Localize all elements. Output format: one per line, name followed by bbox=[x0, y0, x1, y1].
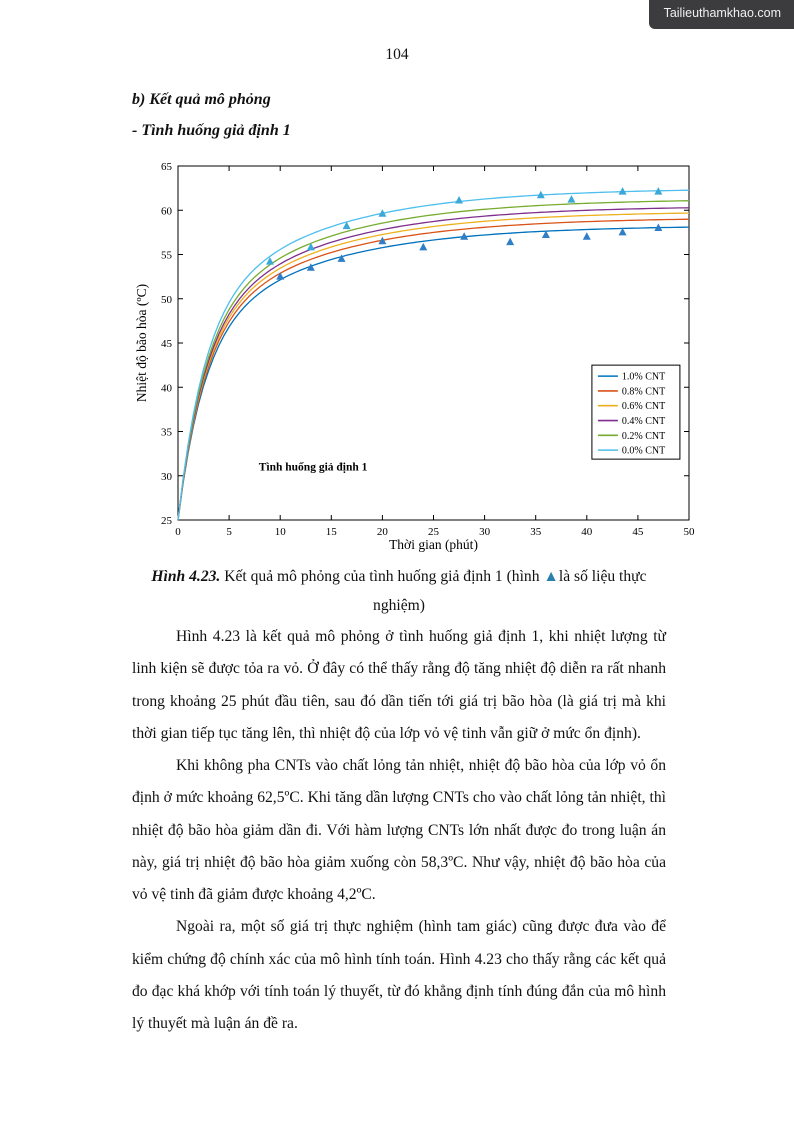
svg-text:0.2% CNT: 0.2% CNT bbox=[621, 431, 666, 443]
svg-text:0.6% CNT: 0.6% CNT bbox=[621, 401, 666, 413]
svg-text:50: 50 bbox=[683, 526, 695, 539]
figure-container bbox=[134, 156, 695, 561]
svg-text:0.0% CNT: 0.0% CNT bbox=[621, 446, 666, 457]
subsection-heading: - Tình huống giả định 1 bbox=[132, 122, 291, 140]
caption-label: Hình 4.23. bbox=[151, 568, 221, 586]
svg-text:25: 25 bbox=[428, 526, 439, 539]
svg-text:30: 30 bbox=[479, 526, 491, 539]
svg-text:55: 55 bbox=[161, 249, 172, 262]
figure-chart bbox=[134, 156, 699, 556]
paragraph-3: Ngoài ra, một số giá trị thực nghiệm (hình tam giác) cũng được đưa vào để kiểm chứng độ chính xác của mô hình tính toán. Hình 4.23 cho thấy rằng các kết quả đo đạc khá khớp với tính toán lý thuyết, từ đó khẳng định tính đúng đắn của mô hình lý thuyết mà luận án đề ra. bbox=[132, 918, 666, 1033]
svg-text:35: 35 bbox=[161, 426, 172, 439]
svg-text:40: 40 bbox=[161, 382, 172, 395]
svg-text:Nhiệt độ bão hòa (ºC): Nhiệt độ bão hòa (ºC) bbox=[134, 284, 149, 403]
caption-text-after: là số liệu thực nghiệm) bbox=[373, 568, 647, 615]
svg-text:20: 20 bbox=[376, 526, 388, 539]
svg-text:50: 50 bbox=[161, 294, 172, 307]
watermark-badge: Tailieuthamkhao.com bbox=[649, 0, 794, 29]
svg-text:65: 65 bbox=[161, 161, 172, 174]
svg-text:0: 0 bbox=[175, 526, 181, 539]
svg-text:Thời gian (phút): Thời gian (phút) bbox=[389, 537, 478, 553]
svg-text:25: 25 bbox=[161, 515, 172, 528]
svg-text:Tình huống giả định 1: Tình huống giả định 1 bbox=[258, 461, 368, 474]
svg-text:10: 10 bbox=[274, 526, 286, 539]
paragraph-2: Khi không pha CNTs vào chất lỏng tản nhiệt, nhiệt độ bão hòa của lớp vỏ ổn định ở mức khoảng 62,5ºC. Khi tăng dần lượng CNTs cho vào chất lỏng tản nhiệt, thì nhiệt độ bão hòa giảm dần đi. Với hàm lượng CNTs lớn nhất được đo trong luận án này, giá trị nhiệt độ bão hòa giảm xuống còn 58,3ºC. Như vậy, nhiệt độ bão hòa của vỏ vệ tinh đã giảm được khoảng 4,2ºC. bbox=[132, 757, 666, 904]
svg-text:0.4% CNT: 0.4% CNT bbox=[621, 416, 666, 428]
page-number: 104 bbox=[385, 46, 409, 63]
svg-text:30: 30 bbox=[161, 471, 172, 484]
svg-text:15: 15 bbox=[325, 526, 337, 539]
paragraph-1: Hình 4.23 là kết quả mô phỏng ở tình huống giả định 1, khi nhiệt lượng từ linh kiện sẽ được tỏa ra vỏ. Ở đây có thể thấy rằng độ tăng nhiệt độ diễn ra rất nhanh trong khoảng 25 phút đầu tiên, sau đó dần tiến tới giá trị bão hòa (là giá trị mà khi thời gian tiếp tục tăng lên, thì nhiệt độ của lớp vỏ vệ tinh vẫn giữ ở mức ổn định). bbox=[132, 628, 666, 742]
svg-text:35: 35 bbox=[530, 526, 542, 539]
caption-text-before: Kết quả mô phỏng của tình huống giả định 1 (hình bbox=[220, 568, 544, 586]
svg-text:60: 60 bbox=[161, 205, 172, 218]
svg-text:5: 5 bbox=[226, 526, 232, 539]
svg-text:0.8% CNT: 0.8% CNT bbox=[621, 386, 666, 398]
page-content bbox=[0, 84, 794, 1041]
triangle-marker-glyph: ▲ bbox=[543, 568, 559, 586]
svg-text:1.0% CNT: 1.0% CNT bbox=[621, 372, 666, 383]
svg-text:45: 45 bbox=[632, 526, 644, 539]
svg-text:45: 45 bbox=[161, 338, 172, 351]
section-heading: b) Kết quả mô phỏng bbox=[132, 91, 271, 108]
figure-caption bbox=[132, 563, 666, 621]
svg-text:40: 40 bbox=[581, 526, 593, 539]
